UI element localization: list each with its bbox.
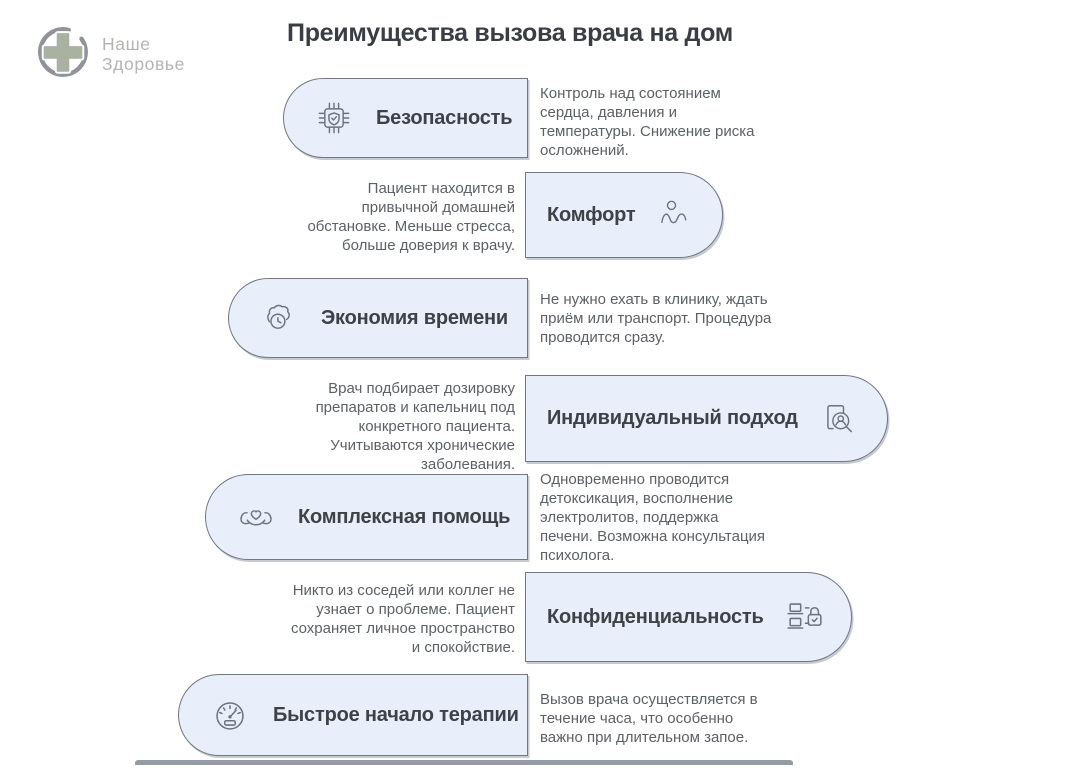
benefit-card-comfort (525, 172, 723, 258)
hands-heart-icon (234, 495, 278, 539)
security-chip-icon (312, 96, 356, 140)
benefit-description: Пациент находится в привычной домашней обстановке. Меньше стресса, больше доверия к врачу. (307, 180, 515, 254)
benefit-description: Врач подбирает дозировку препаратов и капельниц под конкретного пациента. Учитываются хронические заболевания. (315, 380, 515, 473)
benefit-description: Не нужно ехать в клинику, ждать приём или транспорт. Процедура проводится сразу. (540, 291, 772, 346)
patient-profile-magnifier-icon (816, 397, 860, 441)
benefit-title: Индивидуальный подход (547, 407, 798, 429)
benefit-description: Никто из соседей или коллег не узнает о проблеме. Пациент сохраняет личное пространство и спокойствие. (290, 582, 515, 656)
benefit-title: Безопасность (376, 106, 513, 129)
benefit-card-individual-approach (525, 375, 888, 462)
benefit-card-comprehensive-help (205, 474, 528, 560)
page-title: Преимущества вызова врача на дом (287, 19, 733, 47)
benefit-card-fast-start (178, 674, 528, 756)
logo-text-line2: Здоровье (102, 53, 185, 74)
benefit-description: Одновременно проводится детоксикация, восполнение электролитов, поддержка печени. Возможна консультация психолога. (540, 471, 766, 564)
speedometer-icon (207, 692, 253, 738)
benefit-card-time-saving (228, 278, 528, 358)
logo-text-line1: Наше (102, 33, 151, 54)
benefit-title: Быстрое начало терапии (273, 703, 519, 726)
benefit-description: Контроль над состоянием сердца, давления и температуры. Снижение риска осложнений. (540, 85, 755, 159)
bottom-divider (135, 760, 793, 765)
benefit-title: Комплексная помощь (298, 505, 511, 528)
benefit-card-confidentiality (525, 572, 852, 662)
benefit-card-safety (283, 78, 528, 158)
benefit-description: Вызов врача осуществляется в течение часа, что особенно важно при длительном запое. (540, 691, 758, 746)
relaxing-person-icon (654, 194, 696, 236)
benefit-title: Комфорт (547, 203, 636, 226)
head-clock-icon (257, 296, 301, 340)
benefit-title: Экономия времени (321, 306, 509, 329)
devices-lock-icon (782, 594, 828, 640)
benefit-title: Конфиденциальность (547, 605, 764, 628)
